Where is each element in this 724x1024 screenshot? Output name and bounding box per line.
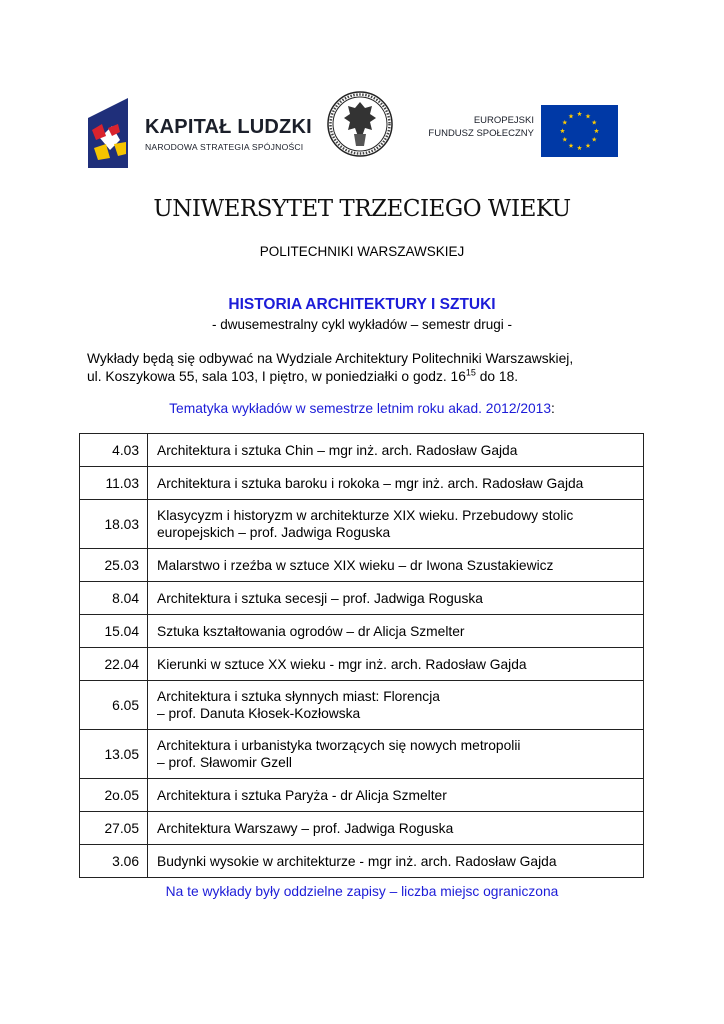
lecture-topic-line: Architektura i sztuka secesji – prof. Jadwiga Roguska	[157, 590, 483, 606]
table-row	[80, 845, 644, 878]
lecture-topic-line: Architektura i sztuka Chin – mgr inż. arch. Radosław Gajda	[157, 442, 518, 458]
location-line-2-main: ul. Koszykowa 55, sala 103, I piętro, w poniedziałki o godz. 16	[87, 369, 466, 384]
schedule-table	[79, 433, 644, 878]
table-row	[80, 615, 644, 648]
lecture-topic-line: Sztuka kształtowania ogrodów – dr Alicja Szmelter	[157, 623, 465, 639]
schedule-heading-text: Tematyka wykładów w semestrze letnim roku akad. 2012/2013	[169, 401, 552, 416]
efs-line-2: FUNDUSZ SPOŁECZNY	[428, 128, 534, 139]
lecture-topic-line: Klasycyzm i historyzm w architekturze XIX wieku. Przebudowy stolic	[157, 508, 574, 523]
lecture-topic	[148, 582, 644, 615]
lecture-topic-line: europejskich – prof. Jadwiga Roguska	[157, 525, 391, 540]
lecture-topic	[148, 730, 644, 779]
table-row	[80, 582, 644, 615]
lecture-topic-line: Architektura i urbanistyka tworzących się nowych metropolii	[157, 738, 521, 753]
lecture-topic-line: Architektura Warszawy – prof. Jadwiga Roguska	[157, 820, 454, 836]
kapital-ludzki-logo	[88, 98, 312, 170]
university-seal-icon	[326, 90, 394, 158]
lecture-topic	[148, 845, 644, 878]
lecture-topic	[148, 648, 644, 681]
kapital-ludzki-icon	[88, 98, 140, 168]
lecture-topic	[148, 812, 644, 845]
page-subtitle: POLITECHNIKI WARSZAWSKIEJ	[259, 244, 465, 259]
lecture-topic-line: Kierunki w sztuce XX wieku - mgr inż. arch. Radosław Gajda	[157, 656, 527, 672]
lecture-date: 27.05	[80, 812, 148, 845]
kapital-ludzki-subtitle: NARODOWA STRATEGIA SPÓJNOŚCI	[145, 142, 304, 152]
efs-line-1: EUROPEJSKI	[473, 115, 534, 126]
lecture-topic	[148, 500, 644, 549]
lecture-date: 11.03	[80, 467, 148, 500]
lecture-date: 2o.05	[80, 779, 148, 812]
lecture-topic-line: – prof. Sławomir Gzell	[157, 755, 292, 770]
lecture-date: 25.03	[80, 549, 148, 582]
lecture-topic-line: – prof. Danuta Kłosek-Kozłowska	[157, 706, 361, 721]
footer-note: Na te wykłady były oddzielne zapisy – liczba miejsc ograniczona	[165, 884, 559, 899]
table-row	[80, 812, 644, 845]
lecture-topic	[148, 467, 644, 500]
logo-header	[0, 0, 724, 170]
course-title: HISTORIA ARCHITEKTURY I SZTUKI	[228, 296, 496, 313]
lecture-topic	[148, 779, 644, 812]
time-minutes-sup: 15	[465, 367, 476, 378]
lecture-topic-line: Architektura i sztuka baroku i rokoka – mgr inż. arch. Radosław Gajda	[157, 475, 584, 491]
eu-flag-icon	[541, 105, 618, 157]
lecture-date: 6.05	[80, 681, 148, 730]
lecture-date: 4.03	[80, 434, 148, 467]
page-title: UNIWERSYTET TRZECIEGO WIEKU	[153, 196, 571, 222]
table-row	[80, 434, 644, 467]
table-row	[80, 648, 644, 681]
lecture-date: 15.04	[80, 615, 148, 648]
location-line-2	[87, 368, 647, 386]
efs-logo-text	[420, 114, 534, 140]
lecture-date: 13.05	[80, 730, 148, 779]
lecture-topic	[148, 615, 644, 648]
table-row	[80, 730, 644, 779]
course-subtitle: - dwusemestralny cykl wykładów – semestr drugi -	[211, 317, 513, 332]
lecture-topic-line: Architektura i sztuka Paryża - dr Alicja Szmelter	[157, 787, 447, 803]
table-row	[80, 549, 644, 582]
lecture-date: 8.04	[80, 582, 148, 615]
table-row	[80, 779, 644, 812]
schedule-heading-colon: :	[551, 401, 555, 416]
table-row	[80, 500, 644, 549]
lecture-date: 22.04	[80, 648, 148, 681]
location-line-1: Wykłady będą się odbywać na Wydziale Architektury Politechniki Warszawskiej,	[87, 351, 574, 366]
lecture-topic	[148, 681, 644, 730]
lecture-date: 3.06	[80, 845, 148, 878]
lecture-topic	[148, 434, 644, 467]
lecture-topic-line: Malarstwo i rzeźba w sztuce XIX wieku – dr Iwona Szustakiewicz	[157, 557, 554, 573]
location-line-2-end: do 18.	[475, 369, 519, 384]
lecture-topic	[148, 549, 644, 582]
lecture-topic-line: Architektura i sztuka słynnych miast: Florencja	[157, 689, 440, 704]
location-info	[87, 350, 647, 386]
kapital-ludzki-title: KAPITAŁ LUDZKI	[145, 116, 312, 138]
table-row	[80, 681, 644, 730]
lecture-date: 18.03	[80, 500, 148, 549]
schedule-heading	[0, 401, 724, 416]
table-row	[80, 467, 644, 500]
lecture-topic-line: Budynki wysokie w architekturze - mgr inż. arch. Radosław Gajda	[157, 853, 557, 869]
